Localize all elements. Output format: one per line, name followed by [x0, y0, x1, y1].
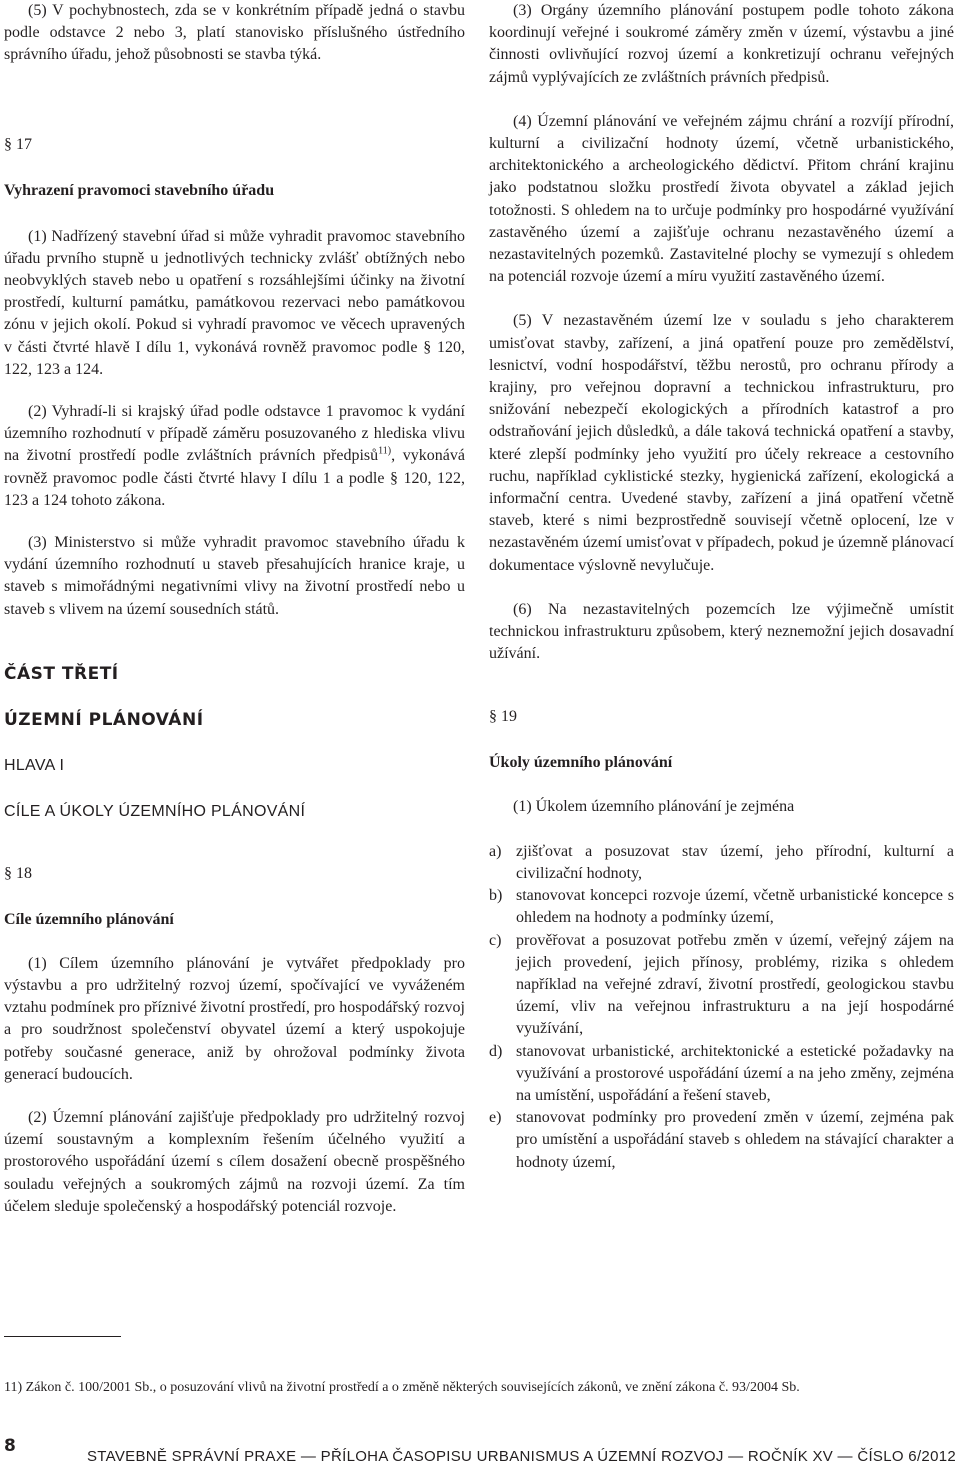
left-column — [4, 0, 465, 1218]
section-17-paragraph-1: (1) Nadřízený stavební úřad si může vyhradit pravomoc stavebního úřadu prvního stupně u jednotlivých technicky zvlášť obtížných nebo neobvyklých staveb nebo u opatření s rozsáhlejšími účinky na životní prostředí, kulturní památku, památkovou rezervaci nebo památkovou zónu v jejich okolí. Pokud si vyhradí pravomoc ve věcech upravených v části čtvrté hlavě I dílu 1, vykonává rovněž pravomoc podle § 120, 122, 123 a 124. — [4, 227, 465, 378]
part-title: ÚZEMNÍ PLÁNOVÁNÍ — [4, 709, 204, 730]
section-18-number: § 18 — [4, 864, 32, 882]
chapter-heading: HLAVA I — [4, 756, 65, 774]
task-list — [489, 841, 954, 1174]
list-item: d) stanovovat urbanistické, architektonické a estetické požadavky na využívání a prostorové uspořádání území a na jeho změny, zejména na umístění, uspořádání a řešení staveb, — [489, 1042, 954, 1104]
list-item: e) stanovovat podmínky pro provedení změn v území, zejména pak pro umístění a uspořádání staveb s ohledem na stávající charakter a hodnoty území, — [489, 1109, 954, 1171]
section-17-number: § 17 — [4, 135, 32, 153]
section-19-number: § 19 — [489, 708, 517, 726]
section-17-paragraph-2: (2) Vyhradí-li si krajský úřad podle odstavce 1 pravomoc k vydání územního rozhodnutí v případě záměru posuzovaného z hlediska vlivu na životní prostředí podle zvláštních právních předpisů$^{11)}$, vykonává rovněž pravomoc podle části čtvrté hlavy I dílu 1 a podle § 120, 122, 123 a 124 tohoto zákona. — [4, 403, 465, 509]
section-18-title: Cíle územního plánování — [4, 910, 174, 928]
section-19-title: Úkoly územního plánování — [489, 754, 673, 772]
running-footer: STAVEBNĚ SPRÁVNÍ PRAXE — PŘÍLOHA ČASOPISU URBANISMUS A ÚZEMNÍ ROZVOJ — ROČNÍK XV — ČÍSLO 6/2012 — [87, 1448, 956, 1465]
section-18-paragraph-6: (6) Na nezastavitelných pozemcích lze výjimečně umístit technickou infrastrukturu způsobem, který neznemožní jejich dosavadní užívání. — [489, 600, 954, 663]
list-item: a) zjišťovat a posuzovat stav území, jeho přírodní, kulturní a civilizační hodnoty, — [489, 842, 954, 882]
footnote: 11) Zákon č. 100/2001 Sb., o posuzování vlivů na životní prostředí a o změně některých souvisejících zákonů, ve znění zákona č. 93/2004 Sb. — [4, 1380, 800, 1395]
footnote-ref: 11) — [378, 446, 392, 458]
right-column — [489, 0, 954, 1174]
section-18-paragraph-1: (1) Cílem územního plánování je vytvářet předpoklady pro výstavbu a pro udržitelný rozvoj území, spočívající ve vyváženém vztahu podmínek pro příznivé životní prostředí, pro hospodářský rozvoj a pro soudržnost společenství obyvatel území a který uspokojuje potřeby současné generace, aniž by ohrožoval podmínky života generací budoucích. — [4, 954, 465, 1083]
section-18-paragraph-5: (5) V nezastavěném území lze v souladu s jeho charakterem umisťovat stavby, zařízení, a jiná opatření pouze pro zemědělství, lesnictví, vodní hospodářství, těžbu nerostů, pro ochranu přírody a krajiny, pro veřejnou dopravní a technickou infrastrukturu, pro snižování nebezpečí ekologických a přírodních katastrof a pro odstraňování jejich důsledků, a dále taková technická opatření a stavby, které zlepší podmínky jeho využití pro účely rekreace a cestovního ruchu, například cyklistické stezky, hygienická zařízení, ekologická a informační centra. Uvedené stavby, zařízení a jiná opatření včetně staveb, které s nimi bezprostředně souvisejí včetně oplocení, lze v nezastavěném území umisťovat v případech, pokud je územně plánovací dokumentace výslovně nevylučuje. — [489, 312, 954, 574]
section-18-paragraph-2: (2) Územní plánování zajišťuje předpoklady pro udržitelný rozvoj území soustavným a komplexním řešením účelného využití a prostorového uspořádání území s cílem dosažení obecně prospěšného souladu veřejných a soukromých zájmů na rozvoji území. Za tím účelem sleduje společenský a hospodářský potenciál rozvoje. — [4, 1109, 465, 1215]
section-18-paragraph-4: (4) Územní plánování ve veřejném zájmu chrání a rozvíjí přírodní, kulturní a civilizační hodnoty území, včetně urbanistického, architektonického a archeologického dědictví. Přitom chrání krajinu jako podstatnou složku prostředí života obyvatel a základ jejich totožnosti. S ohledem na to určuje podmínky pro hospodárné využívání zastavěného území a zajišťuje ochranu nezastavěného území a nezastavitelných pozemků. Zastavitelné plochy se vymezují s ohledem na potenciál rozvoje území a míru využití zastavěného území. — [489, 112, 954, 286]
section-18-paragraph-3: (3) Orgány územního plánování postupem podle tohoto zákona koordinují veřejné i soukromé záměry změn v území, výstavbu a jiné činnosti ovlivňující rozvoj území a konkretizují ochranu veřejných zájmů vyplývajících ze zvláštních právních předpisů. — [489, 2, 954, 86]
list-item: c) prověřovat a posuzovat potřebu změn v území, veřejný zájem na jejich provedení, jejich přínosy, problémy, rizika s ohledem například na veřejné zdraví, životní prostředí, geologickou stavbu území, vliv na veřejnou infrastrukturu a na její hospodárné využívání, — [489, 931, 954, 1038]
section-17-paragraph-3: (3) Ministerstvo si může vyhradit pravomoc stavebního úřadu k vydání územního rozhodnutí u staveb přesahujících hranice kraje, u staveb s mimořádnými negativními vlivy na životní prostředí nebo u staveb s vlivem na území sousedních států. — [4, 534, 465, 618]
list-item: b) stanovovat koncepci rozvoje území, včetně urbanistické koncepce s ohledem na hodnoty a podmínky území, — [489, 887, 954, 927]
part-heading: ČÁST TŘETÍ — [4, 663, 119, 684]
section-17-title: Vyhrazení pravomoci stavebního úřadu — [4, 181, 275, 199]
page-number: 8 — [4, 1436, 16, 1456]
section-19-paragraph-1: (1) Úkolem územního plánování je zejména — [513, 798, 795, 816]
paragraph-17-intro: (5) V pochybnostech, zda se v konkrétním případě jedná o stavbu podle odstavce 2 nebo 3, platí stanovisko příslušného ústředního správního úřadu, jehož působnosti se stavba týká. — [4, 2, 465, 64]
chapter-title: CÍLE A ÚKOLY ÚZEMNÍHO PLÁNOVÁNÍ — [4, 802, 306, 820]
footnote-divider — [4, 1336, 121, 1337]
